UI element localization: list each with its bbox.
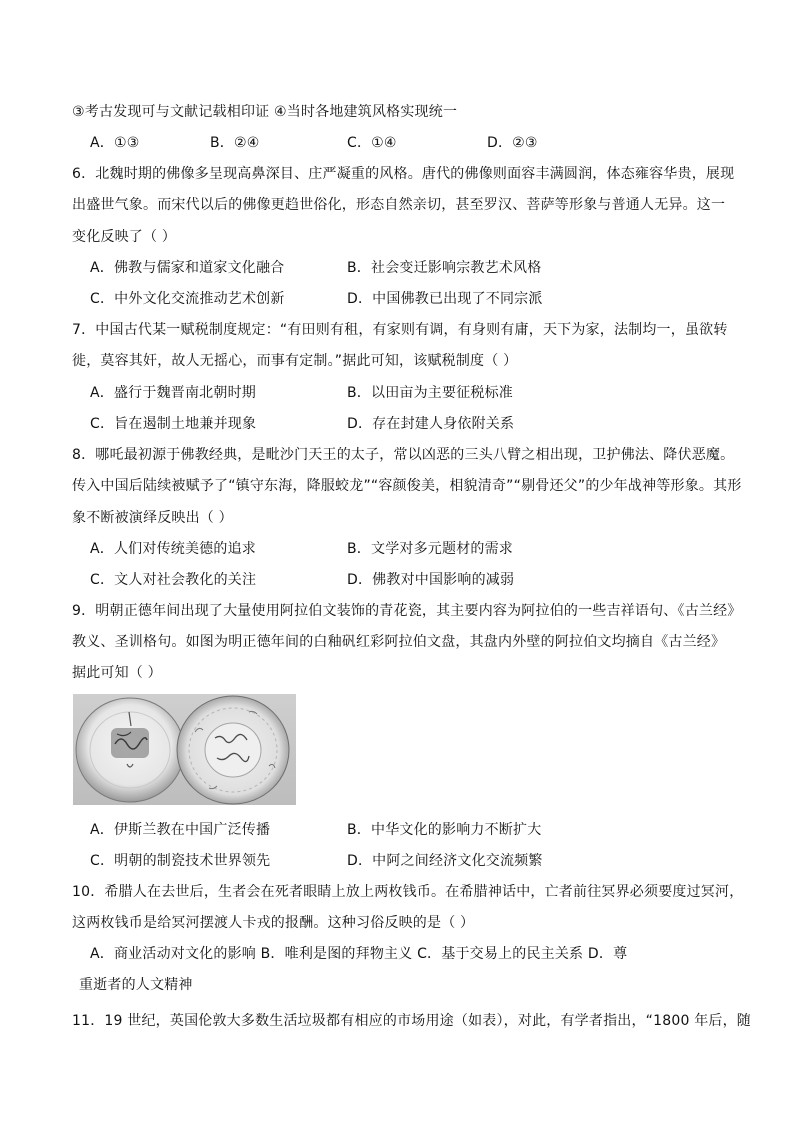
q7-option-d: D．存在封建人身依附关系 xyxy=(347,416,515,432)
q6-option-b: B．社会变迁影响宗教艺术风格 xyxy=(347,260,542,276)
q8-option-c: C．文人对社会教化的关注 xyxy=(90,572,257,588)
q5-option-c: C．①④ xyxy=(347,135,397,151)
q6-stem-line-1: 6．北魏时期的佛像多呈现高鼻深目、庄严凝重的风格。唐代的佛像则面容丰满圆润，体态雍容华贵，展现 xyxy=(72,166,735,182)
q5-option-b: B．②④ xyxy=(210,135,260,151)
q10-stem-line-2: 这两枚钱币是给冥河摆渡人卡戎的报酬。这种习俗反映的是（ ） xyxy=(72,915,475,931)
q7-option-c: C．旨在遏制土地兼并现象 xyxy=(90,416,257,432)
q10-options-line: A．商业活动对文化的影响 B．唯利是图的拜物主义 C．基于交易上的民主关系 D．尊 xyxy=(90,946,628,962)
q9-option-d: D．中阿之间经济文化交流频繁 xyxy=(347,853,543,869)
q7-stem-line-2: 徙，莫容其奸，故人无摇心，而事有定制。”据此可知，该赋税制度（ ） xyxy=(72,353,518,369)
q9-option-a: A．伊斯兰教在中国广泛传播 xyxy=(90,822,271,838)
q7-stem-line-1: 7．中国古代某一赋税制度规定：“有田则有租，有家则有调，有身则有庸，天下为家，法制均一，虽欲转 xyxy=(72,322,728,338)
q7-option-b: B．以田亩为主要征税标准 xyxy=(347,385,514,401)
right-plate-image xyxy=(177,696,289,804)
q9-stem-line-2: 教义、圣训格句。如图为明正德年间的白釉矾红彩阿拉伯文盘，其盘内外壁的阿拉伯文均摘自《古兰经》 xyxy=(72,634,726,650)
q8-stem-line-1: 8．哪吒最初源于佛教经典，是毗沙门天王的太子，常以凶恶的三头八臂之相出现，卫护佛法、降伏恶魔。 xyxy=(72,447,735,463)
q6-stem-line-2: 出盛世气象。而宋代以后的佛像更趋世俗化，形态自然亲切，甚至罗汉、菩萨等形象与普通人无异。这一 xyxy=(72,197,726,213)
q5-option-d: D．②③ xyxy=(487,135,538,151)
q6-option-c: C．中外文化交流推动艺术创新 xyxy=(90,291,285,307)
q10-option-d-continuation: 重逝者的人文精神 xyxy=(79,977,193,993)
q8-stem-line-2: 传入中国后陆续被赋予了“镇守东海，降服蛟龙”“容颜俊美，相貌清奇”“剔骨还父”的少年战神等形象。其形 xyxy=(72,478,742,494)
q6-stem-line-3: 变化反映了（ ） xyxy=(72,229,177,245)
q9-option-c: C．明朝的制瓷技术世界领先 xyxy=(90,853,271,869)
q8-stem-line-3: 象不断被演绎反映出（ ） xyxy=(72,510,233,526)
q6-option-a: A．佛教与儒家和道家文化融合 xyxy=(90,260,285,276)
q6-option-d: D．中国佛教已出现了不同宗派 xyxy=(347,291,543,307)
q9-option-b: B．中华文化的影响力不断扩大 xyxy=(347,822,542,838)
left-plate-image xyxy=(76,698,184,802)
q5-statement-line: ③考古发现可与文献记载相印证 ④当时各地建筑风格实现统一 xyxy=(72,104,458,120)
q8-option-a: A．人们对传统美德的追求 xyxy=(90,541,256,557)
q9-stem-line-1: 9．明朝正德年间出现了大量使用阿拉伯文装饰的青花瓷，其主要内容为阿拉伯的一些吉祥语句、《古兰经》 xyxy=(72,603,742,619)
q11-stem-line-1: 11．19 世纪，英国伦敦大多数生活垃圾都有相应的市场用途（如表），对此，有学者指出，“1800 年后，随 xyxy=(72,1013,752,1029)
q8-option-d: D．佛教对中国影响的减弱 xyxy=(347,572,515,588)
q7-option-a: A．盛行于魏晋南北朝时期 xyxy=(90,385,256,401)
q5-option-a: A．①③ xyxy=(90,135,140,151)
q9-stem-line-3: 据此可知（ ） xyxy=(72,665,162,681)
porcelain-plates-photo xyxy=(73,694,296,805)
q8-option-b: B．文学对多元题材的需求 xyxy=(347,541,514,557)
q10-stem-line-1: 10．希腊人在去世后，生者会在死者眼睛上放上两枚钱币。在希腊神话中，亡者前往冥界必须要度过冥河， xyxy=(72,884,744,900)
